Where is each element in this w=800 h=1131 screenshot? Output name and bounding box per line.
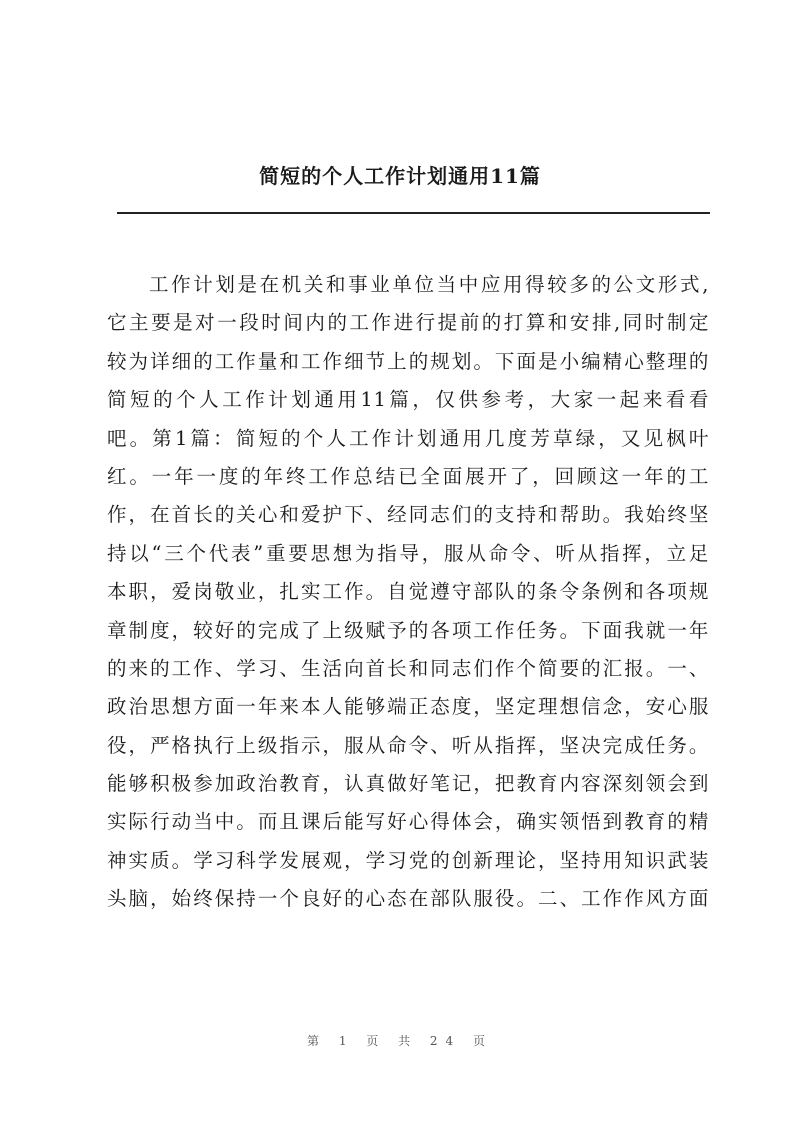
- text-line: 工作计划是在机关和事业单位当中应用得较多的公文形式,: [149, 273, 709, 296]
- text-line: 神实质。学习科学发展观，学习党的创新理论，坚持用知识武装: [107, 848, 709, 872]
- text-line: 简短的个人工作计划通用11篇，仅供参考，大家一起来看看: [107, 388, 709, 412]
- text-line: 头脑，始终保持一个良好的心态在部队服役。二、工作作风方面: [107, 887, 709, 911]
- text-line: 役，严格执行上级指示，服从命令、听从指挥，坚决完成任务。: [107, 733, 709, 757]
- document-title: 简短的个人工作计划通用11篇: [259, 164, 541, 188]
- text-line: 红。一年一度的年终工作总结已全面展开了，回顾这一年的工: [107, 464, 709, 488]
- text-line: 本职，爱岗敬业，扎实工作。自觉遵守部队的条令条例和各项规: [107, 580, 709, 604]
- text-line: 作，在首长的关心和爱护下、经同志们的支持和帮助。我始终坚: [107, 503, 709, 527]
- text-line: 较为详细的工作量和工作细节上的规划。下面是小编精心整理的: [107, 349, 709, 373]
- text-line: 实际行动当中。而且课后能写好心得体会，确实领悟到教育的精: [107, 810, 709, 834]
- text-line: 章制度，较好的完成了上级赋予的各项工作任务。下面我就一年: [107, 618, 709, 642]
- text-line: 吧。第1篇：简短的个人工作计划通用几度芳草绿，又见枫叶: [107, 426, 709, 450]
- text-line: 持以“三个代表”重要思想为指导，服从命令、听从指挥，立足: [107, 541, 709, 565]
- page-number: 第 1 页 共 24 页: [307, 1034, 493, 1048]
- text-line: 它主要是对一段时间内的工作进行提前的打算和安排,同时制定: [107, 311, 709, 335]
- text-line: 的来的工作、学习、生活向首长和同志们作个简要的汇报。一、: [107, 656, 709, 680]
- title-underline: [117, 212, 710, 214]
- body-paragraph: [107, 266, 709, 919]
- text-line: 能够积极参加政治教育，认真做好笔记，把教育内容深刻领会到: [107, 772, 709, 796]
- text-line: 政治思想方面一年来本人能够端正态度，坚定理想信念，安心服: [107, 695, 709, 719]
